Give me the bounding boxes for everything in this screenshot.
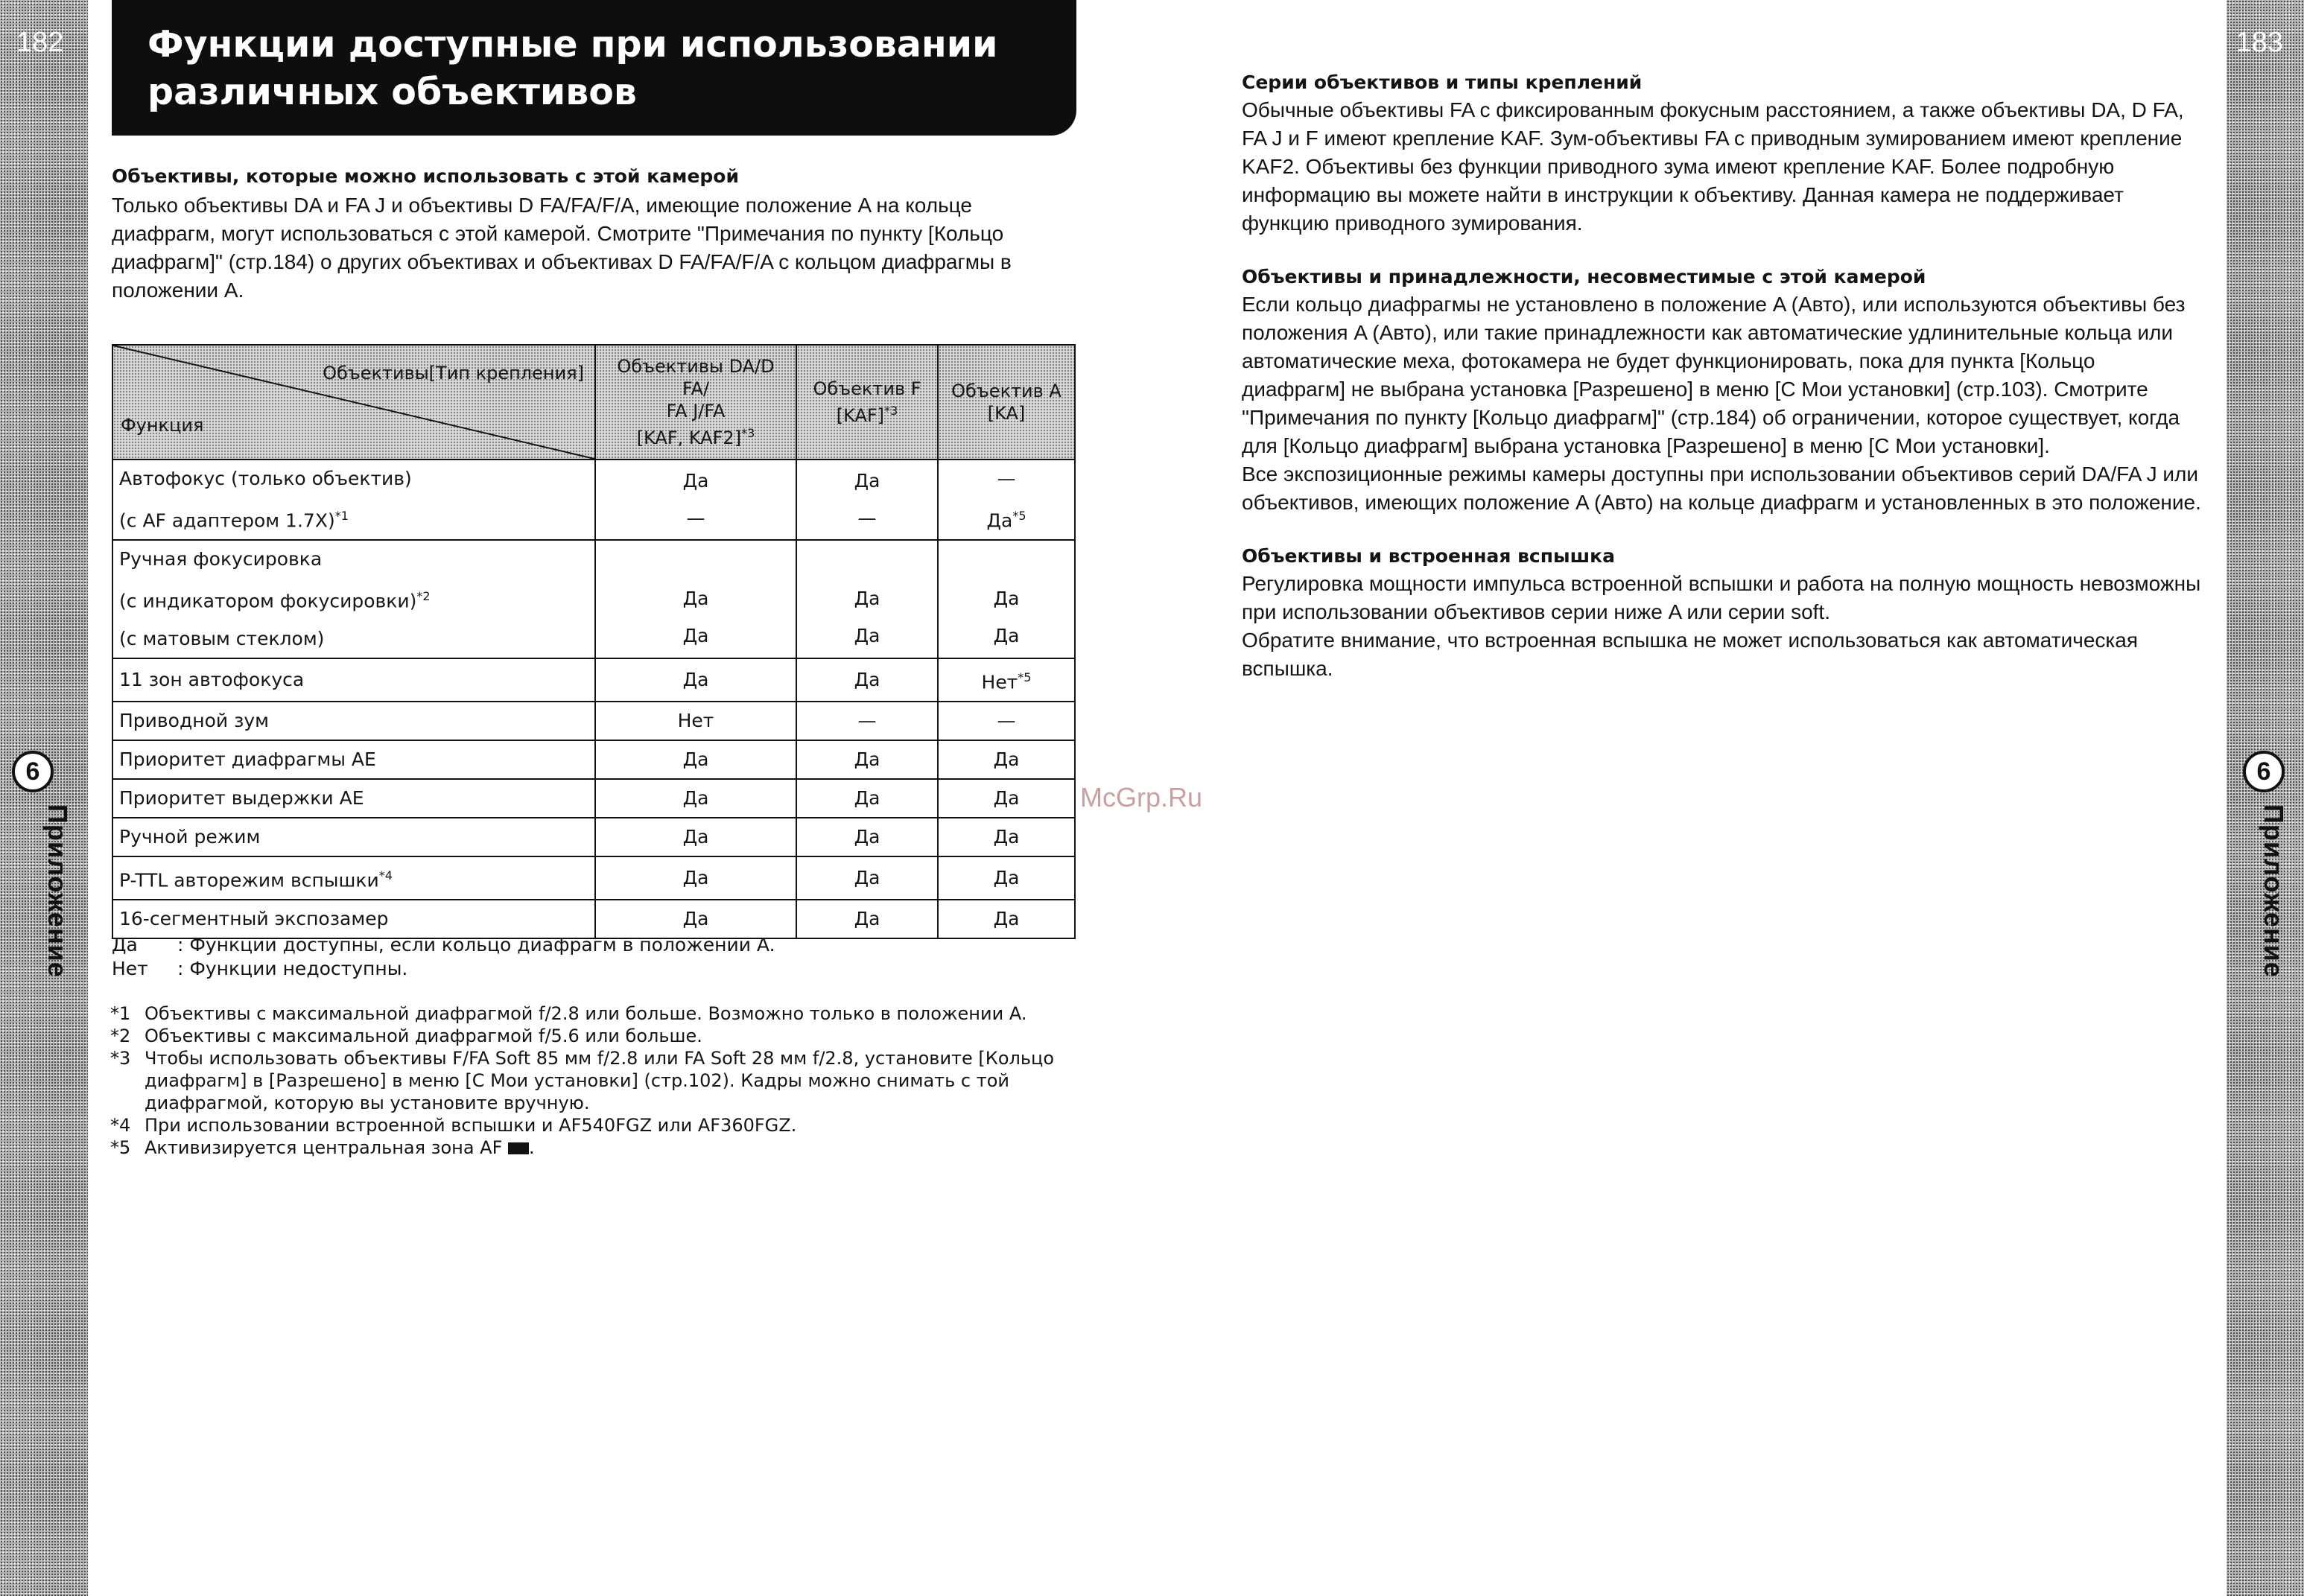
column-header-line: Объективы DA/D (617, 356, 775, 377)
table-row (112, 460, 1075, 540)
section-text: Только объективы DA и FA J и объективы D FA/FA/F/A, имеющие положение A на кольце диафрагм, могут использоваться с этой камерой. Смотрите "Примечания по пункту [Кольцо диафрагм]" (стр.184) о других объективах и объективах D FA/FA/F/A с кольцом диафрагмы в положении A. (112, 194, 1012, 302)
value-cell: Да (938, 900, 1075, 938)
function-cell: Приоритет диафрагмы AE (112, 740, 595, 779)
section-compatible-lenses (112, 165, 1080, 305)
column-header-line: Объектив A (951, 381, 1061, 401)
value-cell: Да Да (595, 540, 796, 658)
column-header-line: [KAF]$^{*3}$ (836, 404, 898, 426)
value-cell: Да (595, 856, 796, 900)
function-cell: 11 зон автофокуса (112, 658, 595, 702)
value-cell: Нет$^{*5}$ (938, 658, 1075, 702)
chapter-number-badge: 6 (2243, 751, 2285, 792)
value-cell: Да (796, 856, 938, 900)
column-header-line: FA/ (682, 378, 710, 399)
section-text: Обратите внимание, что встроенная вспышка не может использоваться как автоматическая вспышка. (1242, 629, 2138, 680)
table-corner-header (112, 345, 595, 460)
value-cell: Да (938, 740, 1075, 779)
value-cell: Да (595, 818, 796, 856)
footnote: *5 Активизируется центральная зона AF . (110, 1137, 535, 1158)
value-cell: Да (796, 818, 938, 856)
legend-item: Да : Функции доступны, если кольцо диафрагм в положении A. (112, 934, 775, 956)
value-cell: Да (938, 779, 1075, 818)
table-row (112, 740, 1075, 779)
value-cell: Да (595, 900, 796, 938)
function-cell: Автофокус (только объектив) (с AF адаптером 1.7X)$^{*1}$ (112, 460, 595, 540)
functions-table (112, 344, 1076, 939)
title-banner (112, 0, 1076, 136)
section-text: Регулировка мощности импульса встроенной вспышки и работа на полную мощность невозможны при использовании объективов серии ниже A или серии soft. (1242, 572, 2201, 623)
column-header (796, 345, 938, 460)
value-cell: — (938, 702, 1075, 740)
footnote: *2 Объективы с максимальной диафрагмой f/5.6 или больше. (110, 1026, 702, 1046)
value-cell: — $Да^{*5}$ (938, 460, 1075, 540)
section-heading: Серии объективов и типы креплений (1242, 71, 1643, 93)
watermark: McGrp.Ru (1080, 782, 1203, 813)
value-cell: Да Да (796, 540, 938, 658)
table-row (112, 818, 1075, 856)
function-cell: 16-сегментный экспозамер (112, 900, 595, 938)
section-heading: Объективы, которые можно использовать с этой камерой (112, 165, 740, 187)
chapter-label: Приложение (2259, 804, 2289, 978)
legend-item: Нет : Функции недоступны. (112, 958, 408, 979)
table-legend (112, 933, 775, 981)
function-cell: Приоритет выдержки AE (112, 779, 595, 818)
value-cell: Да Да (938, 540, 1075, 658)
table-header-row (112, 345, 1075, 460)
right-margin-pattern (2227, 0, 2304, 1596)
header-function: Функция (121, 415, 204, 436)
section-incompatible (1242, 266, 2203, 517)
function-cell: Приводной зум (112, 702, 595, 740)
table-row (112, 540, 1075, 658)
value-cell: Да (796, 900, 938, 938)
value-cell: Да — (796, 460, 938, 540)
value-cell: Да (938, 818, 1075, 856)
value-cell: Да (796, 779, 938, 818)
section-text: Обычные объективы FA с фиксированным фокусным расстоянием, а также объективы DA, D FA, FA J и F имеют крепление KAF. Зум-объективы FA с приводным зумированием имеют крепление KAF2. Объективы без функции приводного зума имеют крепление KAF. Более подробную информацию вы можете найти в инструкции к объективу. Данная камера не поддерживает функцию приводного зумирования. (1242, 98, 2184, 235)
af-center-zone-icon (508, 1142, 529, 1154)
column-header-line: FA J/FA (666, 401, 726, 422)
footnote: *1 Объективы с максимальной диафрагмой f/2.8 или больше. Возможно только в положении A. (110, 1003, 1027, 1024)
table-row (112, 779, 1075, 818)
table-row (112, 658, 1075, 702)
column-header (938, 345, 1075, 460)
column-header (595, 345, 796, 460)
section-heading: Объективы и принадлежности, несовместимые с этой камерой (1242, 266, 1926, 287)
footnote: *4 При использовании встроенной вспышки и AF540FGZ или AF360FGZ. (110, 1115, 797, 1136)
value-cell: Да (938, 856, 1075, 900)
page-number-right: 183 (2235, 27, 2283, 58)
value-cell: — (796, 702, 938, 740)
footnote: *3 Чтобы использовать объективы F/FA Soft 85 мм f/2.8 или FA Soft 28 мм f/2.8, установите [Кольцо диафрагм] в [Разрешено] в меню [C Мои установки] (стр.102). Кадры можно снимать с той диафрагмой, которую вы установите вручную. (110, 1048, 1054, 1113)
footnotes (110, 1002, 1079, 1159)
column-header-line: [KA] (987, 403, 1026, 424)
chapter-number-badge: 6 (12, 751, 54, 792)
right-content (1242, 71, 2203, 711)
value-cell: Да (796, 740, 938, 779)
column-header-line: [KAF, KAF2]$^{*3}$ (636, 426, 755, 448)
page-number-left: 182 (16, 27, 64, 58)
table-body (112, 460, 1075, 938)
function-cell: P-TTL авторежим вспышки$^{*4}$ (112, 856, 595, 900)
section-builtin-flash (1242, 545, 2203, 683)
column-header-line: Объектив F (813, 378, 921, 399)
section-lens-series (1242, 71, 2203, 238)
section-text: Все экспозиционные режимы камеры доступны при использовании объективов серий DA/FA J или объективов, имеющих положение A (Авто) на кольце диафрагм и установленных в это положение. (1242, 462, 2201, 514)
value-cell: Нет (595, 702, 796, 740)
table-row (112, 702, 1075, 740)
value-cell: Да (595, 740, 796, 779)
header-objectives: Объективы[Тип крепления] (323, 363, 584, 384)
left-margin-pattern (0, 0, 88, 1596)
value-cell: Да (796, 658, 938, 702)
value-cell: Да (595, 779, 796, 818)
table-row (112, 856, 1075, 900)
right-page (1152, 0, 2304, 1596)
value-cell: Да — (595, 460, 796, 540)
page-title: Функции доступные при использовании различных объективов (147, 23, 998, 113)
chapter-label: Приложение (42, 804, 73, 978)
function-cell: Ручной режим (112, 818, 595, 856)
section-heading: Объективы и встроенная вспышка (1242, 545, 1616, 567)
value-cell: Да (595, 658, 796, 702)
section-text: Если кольцо диафрагмы не установлено в положение A (Авто), или используются объективы без положения A (Авто), или такие принадлежности как автоматические удлинительные кольца или автоматические меха, фотокамера не будет функционировать, пока для пункта [Кольцо диафрагм] не выбрана установка [Разрешено] в меню [C Мои установки] (стр.103). Смотрите "Примечания по пункту [Кольцо диафрагм]" (стр.184) об ограничении, которое существует, когда для [Кольцо диафрагм] выбрана установка [Разрешено] в меню [C Мои установки]. (1242, 293, 2186, 457)
function-cell: Ручная фокусировка (с индикатором фокусировки)$^{*2}$ (с матовым стеклом) (112, 540, 595, 658)
